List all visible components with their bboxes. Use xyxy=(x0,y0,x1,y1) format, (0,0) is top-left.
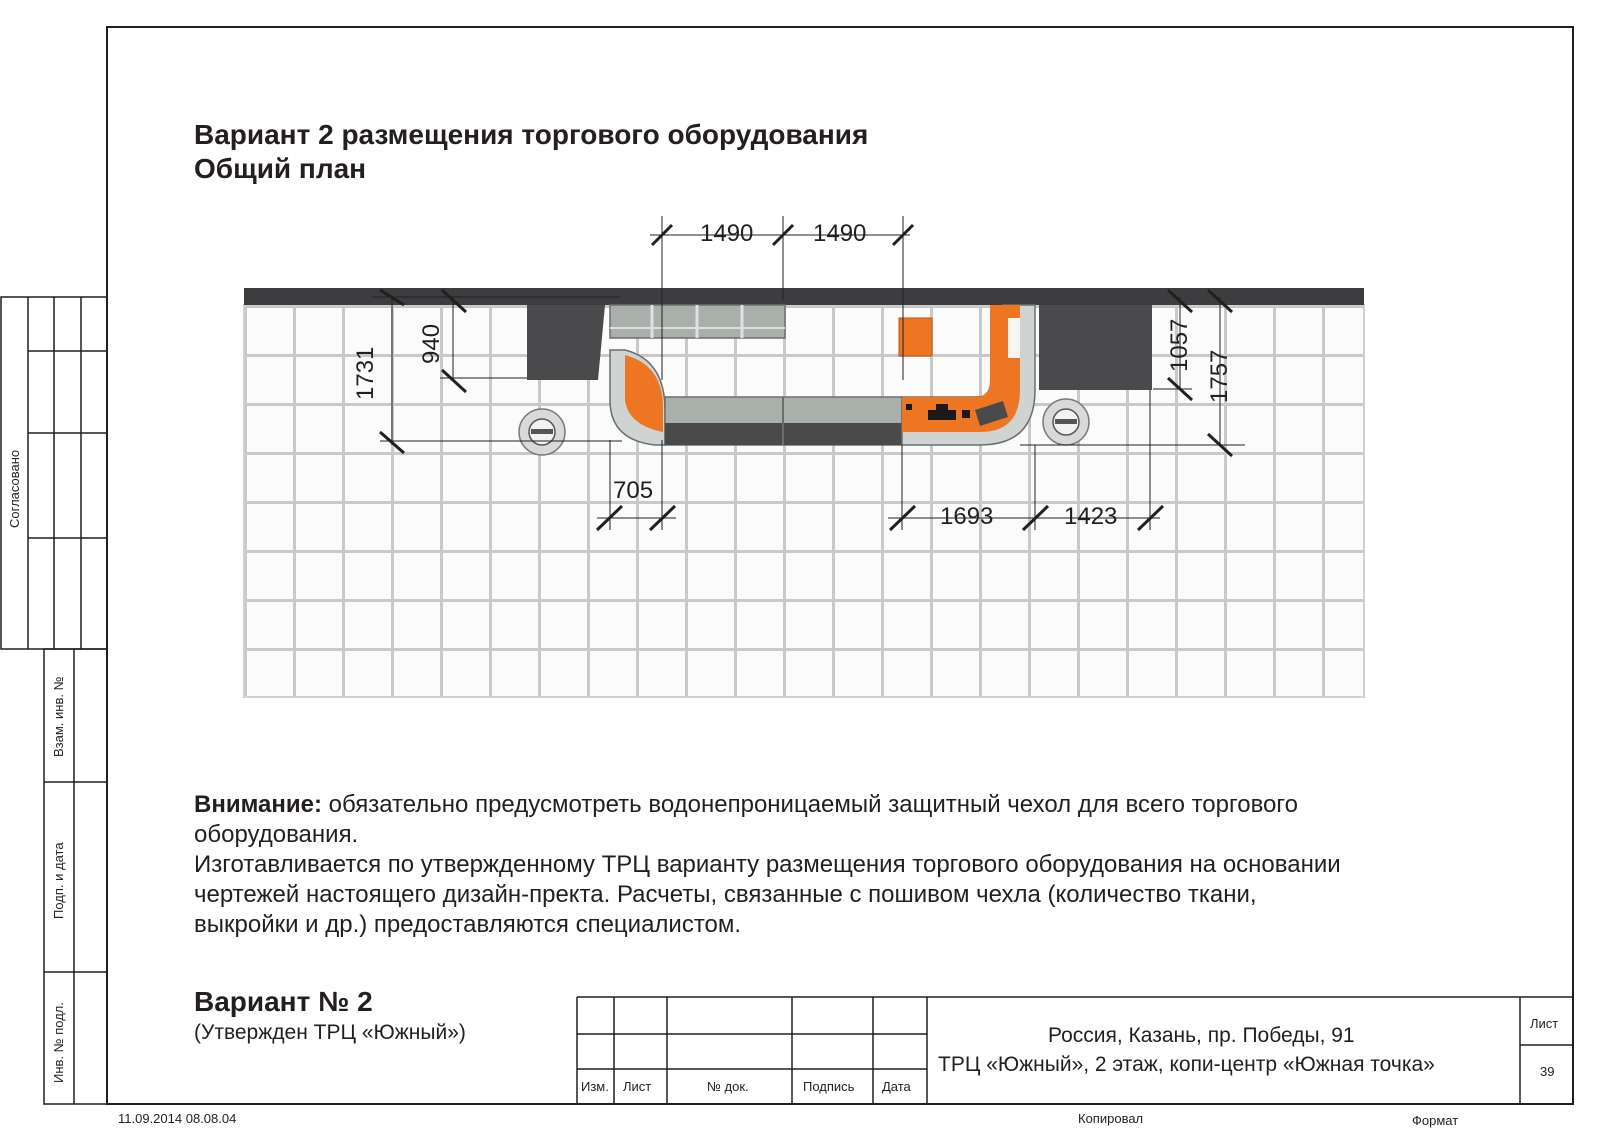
wall-shelves xyxy=(610,305,785,338)
tb-doc: № док. xyxy=(707,1079,749,1094)
stamp-inv-orig: Инв. № подл. xyxy=(51,1002,66,1083)
tb-sheet-number: 39 xyxy=(1540,1064,1555,1079)
floor-fixture-left xyxy=(519,409,565,455)
dim-left-outer: 1731 xyxy=(352,346,379,400)
stamp-sign-date: Подп. и дата xyxy=(51,842,66,919)
stamp-agreed: Согласовано xyxy=(7,449,22,528)
dim-bottom-mid: 1693 xyxy=(940,503,994,530)
dim-bottom-left: 705 xyxy=(613,477,654,504)
note-line-4: чертежей настоящего дизайн-пректа. Расчеты, связанные с пошивом чехла (количество ткани, xyxy=(194,881,1257,908)
tb-sign: Подпись xyxy=(803,1079,855,1094)
dim-left-inner: 940 xyxy=(418,323,445,364)
tb-sheet-label: Лист xyxy=(1530,1016,1559,1031)
note-attention xyxy=(194,790,1298,820)
dim-top-right: 1490 xyxy=(813,220,867,247)
note-line-3: Изготавливается по утвержденному ТРЦ варианту размещения торгового оборудования на основании xyxy=(194,851,1341,878)
left-cabinet xyxy=(527,305,605,380)
dim-top-left: 1490 xyxy=(700,220,754,247)
variant-subheading: (Утвержден ТРЦ «Южный») xyxy=(194,1021,466,1044)
right-cabinet xyxy=(1039,305,1152,390)
footer-format: Формат xyxy=(1412,1113,1459,1128)
attention-text: обязательно предусмотреть водонепроницаемый защитный чехол для всего торгового xyxy=(321,791,1298,818)
dim-bottom-right: 1423 xyxy=(1064,503,1118,530)
drawing-subtitle: Общий план xyxy=(194,153,367,184)
floor-fixture-right xyxy=(1043,399,1089,445)
drawing-title: Вариант 2 размещения торгового оборудования xyxy=(194,119,869,150)
tb-address-2: ТРЦ «Южный», 2 этаж, копи-центр «Южная точка» xyxy=(938,1053,1435,1076)
tb-date: Дата xyxy=(882,1079,911,1094)
attention-label: Внимание: xyxy=(194,791,322,818)
tb-address-1: Россия, Казань, пр. Победы, 91 xyxy=(1048,1024,1355,1047)
note-line-5: выкройки и др.) предоставляются специалистом. xyxy=(194,911,742,938)
dim-right-inner: 1057 xyxy=(1166,318,1193,372)
footer-timestamp: 11.09.2014 08.08.04 xyxy=(118,1111,237,1126)
stamp-replace-inv: Взам. инв. № xyxy=(51,676,66,757)
footer-copied: Копировал xyxy=(1078,1111,1144,1126)
variant-heading: Вариант № 2 xyxy=(194,986,373,1017)
dim-right-outer: 1757 xyxy=(1206,349,1233,403)
tb-list: Лист xyxy=(623,1079,652,1094)
note-line-2: оборудования. xyxy=(194,821,359,848)
floor-tiles xyxy=(244,305,1364,697)
tb-izm: Изм. xyxy=(581,1079,609,1094)
orange-stand xyxy=(899,318,932,356)
